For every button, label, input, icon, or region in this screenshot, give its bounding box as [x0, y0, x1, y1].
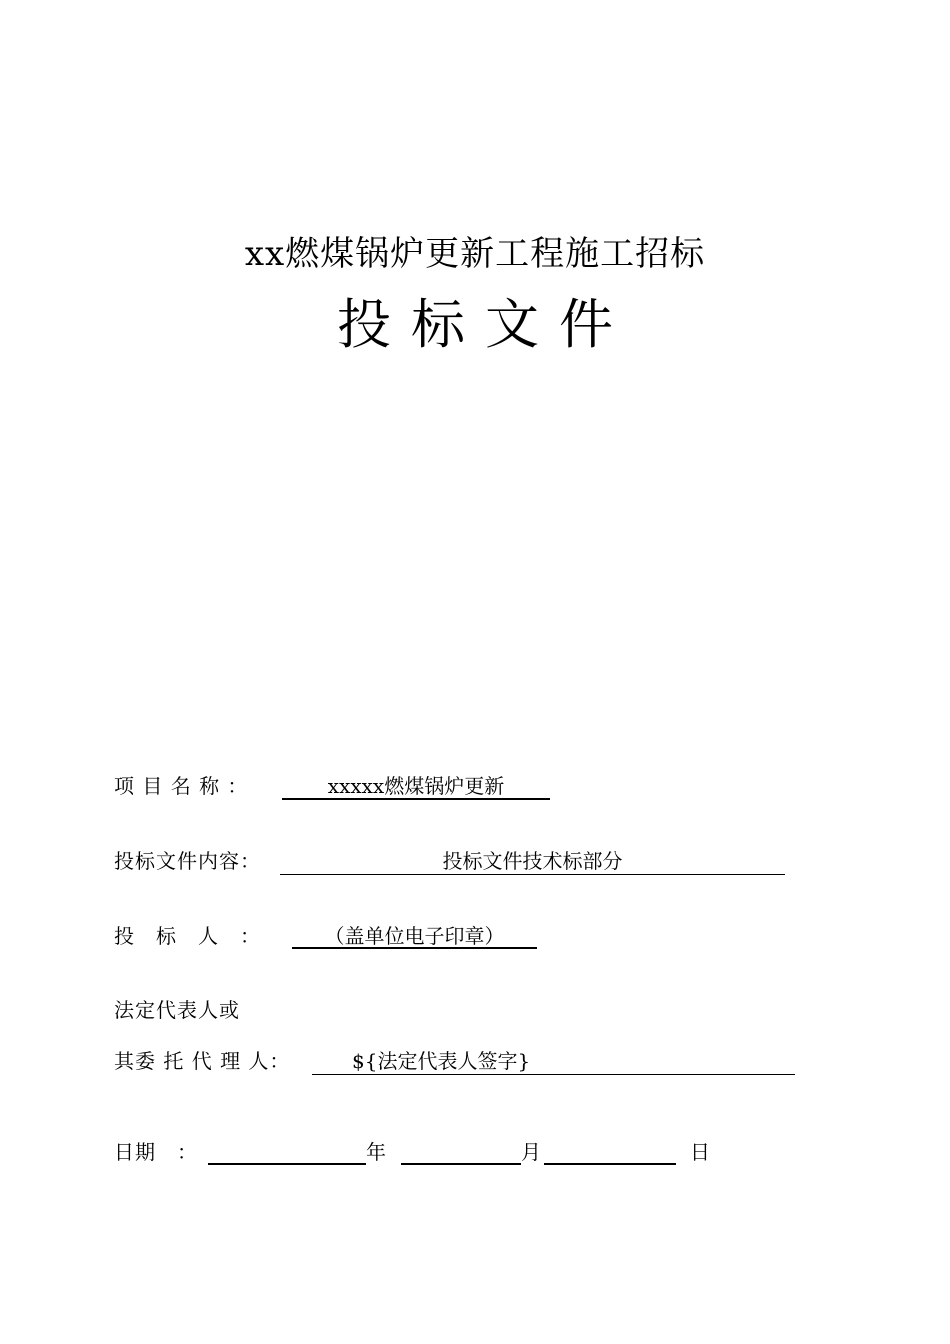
date-year-underline: [208, 1163, 366, 1165]
bid-content-label: 投标文件内容：: [114, 849, 261, 873]
project-name-label: 项 目 名 称 ：: [114, 774, 249, 798]
legal-rep-value: ${法定代表人签字}: [352, 1049, 531, 1073]
date-year-unit: 年: [366, 1140, 387, 1164]
legal-rep-label-line2: 其委 托 代 理 人：: [114, 1049, 291, 1073]
bid-content-value: 投标文件技术标部分: [442, 849, 623, 873]
date-month-underline: [401, 1163, 521, 1165]
bid-content-underline: [280, 874, 785, 875]
bidder-value: （盖单位电子印章）: [324, 924, 505, 948]
bidder-label: 投 标 人 ：: [114, 924, 261, 948]
date-month-unit: 月: [521, 1140, 542, 1164]
date-day-unit: 日: [690, 1140, 711, 1164]
document-title: xx燃煤锅炉更新工程施工招标: [244, 234, 706, 274]
legal-rep-underline: [312, 1074, 795, 1075]
project-name-underline: [282, 798, 550, 800]
date-day-underline: [544, 1163, 676, 1165]
legal-rep-label-line1: 法定代表人或: [114, 998, 240, 1022]
project-name-value: xxxxx燃煤锅炉更新: [327, 774, 505, 798]
bidder-underline: [292, 947, 537, 949]
document-subtitle: 投标文件: [337, 293, 633, 356]
date-label: 日期 ：: [114, 1140, 198, 1164]
